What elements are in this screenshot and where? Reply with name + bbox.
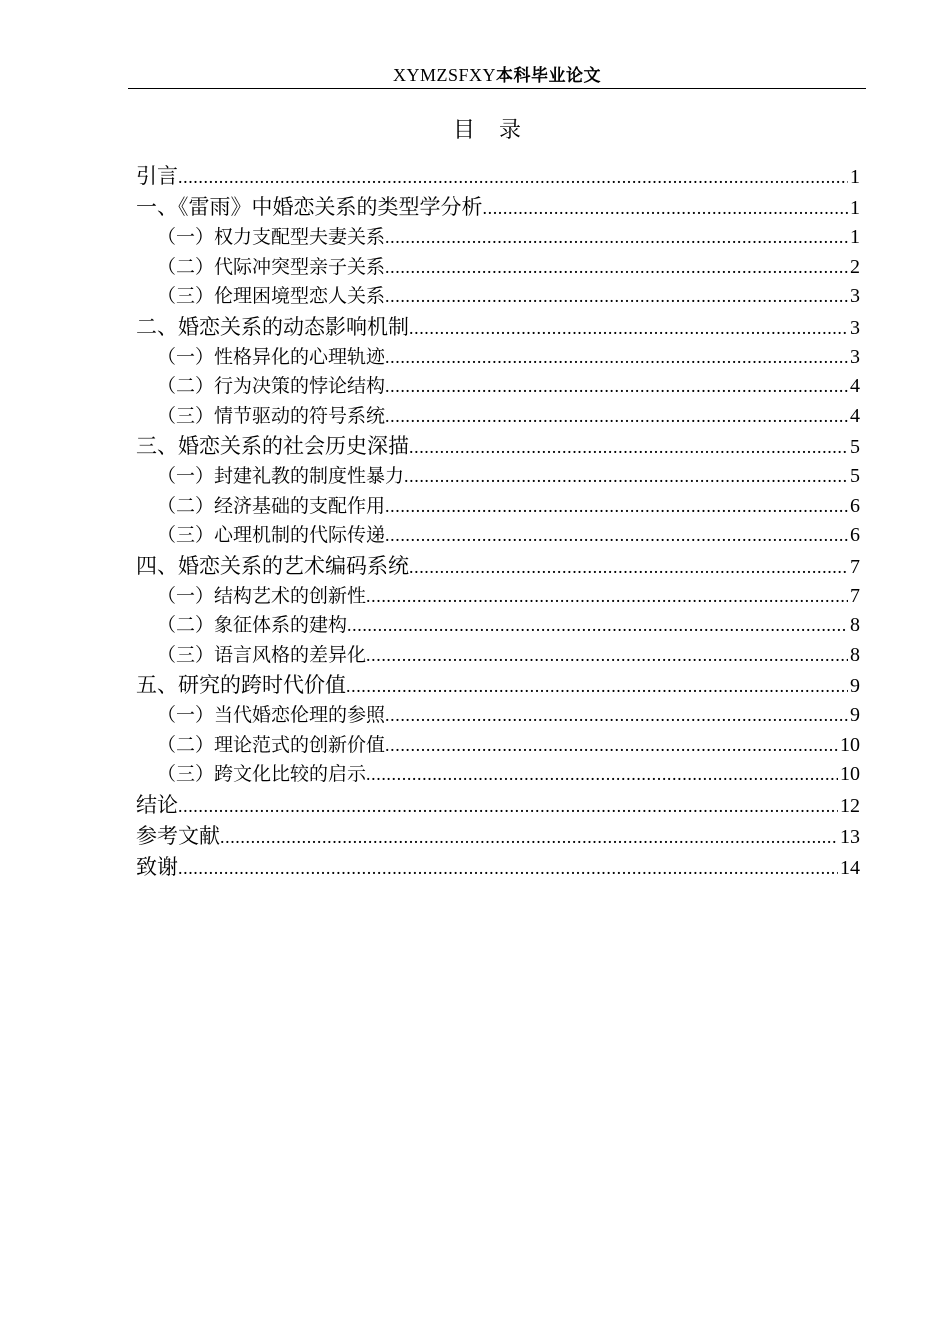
toc-dot-leader bbox=[385, 701, 848, 731]
page-header bbox=[128, 62, 866, 88]
toc-entry-label: （二）行为决策的悖论结构 bbox=[157, 375, 386, 397]
toc-entry-page-number: 13 bbox=[840, 825, 860, 848]
toc-entry-section[interactable] bbox=[136, 492, 860, 522]
toc-entry-page-number: 7 bbox=[850, 555, 860, 578]
toc-entry-page-number: 8 bbox=[850, 643, 860, 666]
toc-dot-leader bbox=[385, 253, 848, 283]
toc-dot-leader bbox=[404, 462, 848, 492]
toc-entry-label: （二）代际冲突型亲子关系 bbox=[157, 255, 386, 278]
toc-entry-page-number: 4 bbox=[850, 404, 860, 427]
toc-dot-leader bbox=[346, 671, 848, 701]
toc-entry-label: 参考文献 bbox=[136, 823, 220, 848]
toc-entry-label: （三）心理机制的代际传递 bbox=[157, 524, 386, 546]
toc-dot-leader bbox=[178, 853, 838, 883]
toc-entry-section[interactable] bbox=[136, 282, 860, 312]
toc-entry-page-number: 1 bbox=[850, 166, 860, 188]
toc-dot-leader bbox=[385, 402, 848, 432]
toc-dot-leader bbox=[385, 492, 848, 522]
toc-entry-label: （三）情节驱动的符号系统 bbox=[157, 404, 386, 427]
toc-dot-leader bbox=[385, 521, 848, 551]
toc-entry-page-number: 7 bbox=[850, 584, 860, 607]
toc-dot-leader bbox=[385, 372, 848, 402]
toc-entry-section[interactable] bbox=[136, 402, 860, 432]
toc-dot-leader bbox=[409, 552, 848, 582]
toc-entry-page-number: 8 bbox=[850, 614, 860, 636]
toc-entry-section[interactable] bbox=[136, 223, 860, 253]
toc-entry-label: （二）理论范式的创新价值 bbox=[157, 733, 386, 756]
header-latin-text: XYMZSFXY bbox=[392, 65, 497, 85]
toc-entry-label: 一、《雷雨》中婚恋关系的类型学分析 bbox=[136, 195, 483, 219]
toc-list bbox=[136, 161, 860, 883]
toc-dot-leader bbox=[220, 822, 838, 852]
toc-dot-leader bbox=[178, 162, 848, 192]
toc-entry-label: 四、婚恋关系的艺术编码系统 bbox=[136, 553, 409, 578]
toc-entry-chapter[interactable] bbox=[136, 431, 860, 462]
toc-entry-label: 结论 bbox=[136, 792, 178, 817]
toc-entry-label: 三、婚恋关系的社会历史深描 bbox=[136, 434, 409, 458]
toc-entry-page-number: 14 bbox=[840, 856, 860, 879]
toc-entry-page-number: 5 bbox=[850, 465, 860, 487]
toc-entry-chapter[interactable] bbox=[136, 192, 860, 223]
toc-entry-section[interactable] bbox=[136, 611, 860, 641]
toc-entry-label: 致谢 bbox=[136, 854, 178, 879]
toc-entry-page-number: 9 bbox=[850, 704, 860, 726]
toc-dot-leader bbox=[483, 193, 849, 223]
toc-entry-page-number: 3 bbox=[850, 345, 860, 368]
toc-entry-chapter[interactable] bbox=[136, 551, 860, 582]
toc-entry-chapter[interactable] bbox=[136, 670, 860, 701]
toc-entry-page-number: 4 bbox=[850, 375, 860, 397]
toc-dot-leader bbox=[366, 582, 848, 612]
toc-dot-leader bbox=[347, 611, 848, 641]
toc-entry-label: （二）象征体系的建构 bbox=[157, 614, 348, 636]
toc-entry-label: （一）当代婚恋伦理的参照 bbox=[157, 704, 386, 726]
toc-entry-chapter[interactable] bbox=[136, 312, 860, 343]
toc-entry-page-number: 6 bbox=[850, 524, 860, 546]
toc-entry-page-number: 6 bbox=[850, 494, 860, 517]
toc-entry-label: （一）性格异化的心理轨迹 bbox=[157, 345, 386, 368]
toc-entry-chapter[interactable] bbox=[136, 852, 860, 883]
toc-entry-page-number: 2 bbox=[850, 255, 860, 278]
toc-entry-page-number: 3 bbox=[850, 285, 860, 307]
toc-dot-leader bbox=[178, 791, 838, 821]
toc-dot-leader bbox=[409, 313, 848, 343]
toc-dot-leader bbox=[385, 223, 848, 253]
toc-dot-leader bbox=[366, 760, 838, 790]
toc-entry-section[interactable] bbox=[136, 582, 860, 612]
toc-entry-label: 五、研究的跨时代价值 bbox=[136, 673, 346, 697]
toc-entry-label: （一）结构艺术的创新性 bbox=[157, 584, 367, 607]
toc-entry-section[interactable] bbox=[136, 701, 860, 731]
header-rule bbox=[128, 88, 866, 89]
toc-dot-leader bbox=[409, 432, 848, 462]
toc-entry-page-number: 3 bbox=[850, 316, 860, 339]
toc-entry-page-number: 10 bbox=[840, 763, 860, 785]
toc-dot-leader bbox=[385, 343, 848, 373]
toc-entry-label: 引言 bbox=[136, 164, 178, 188]
toc-entry-label: （三）语言风格的差异化 bbox=[157, 643, 367, 666]
toc-entry-page-number: 12 bbox=[840, 794, 860, 817]
toc-entry-chapter[interactable] bbox=[136, 790, 860, 821]
toc-entry-section[interactable] bbox=[136, 760, 860, 790]
toc-dot-leader bbox=[385, 731, 838, 761]
toc-entry-page-number: 10 bbox=[840, 733, 860, 756]
toc-entry-label: （三）伦理困境型恋人关系 bbox=[157, 285, 386, 307]
toc-entry-label: （一）封建礼教的制度性暴力 bbox=[157, 465, 405, 487]
toc-entry-label: （三）跨文化比较的启示 bbox=[157, 763, 367, 785]
toc-entry-page-number: 9 bbox=[850, 675, 860, 697]
toc-entry-page-number: 5 bbox=[850, 436, 860, 458]
toc-entry-section[interactable] bbox=[136, 343, 860, 373]
toc-entry-label: （二）经济基础的支配作用 bbox=[157, 494, 386, 517]
toc-entry-section[interactable] bbox=[136, 641, 860, 671]
toc-dot-leader bbox=[385, 282, 848, 312]
toc-entry-chapter[interactable] bbox=[136, 161, 860, 192]
toc-entry-section[interactable] bbox=[136, 731, 860, 761]
toc-entry-page-number: 1 bbox=[850, 197, 860, 219]
toc-entry-label: （一）权力支配型夫妻关系 bbox=[157, 226, 386, 248]
toc-entry-section[interactable] bbox=[136, 253, 860, 283]
toc-dot-leader bbox=[366, 641, 848, 671]
toc-entry-label: 二、婚恋关系的动态影响机制 bbox=[136, 314, 409, 339]
toc-entry-section[interactable] bbox=[136, 521, 860, 551]
toc-entry-chapter[interactable] bbox=[136, 821, 860, 852]
toc-entry-page-number: 1 bbox=[850, 226, 860, 248]
header-cjk-text: 本科毕业论文 bbox=[496, 66, 602, 86]
toc-title: 目录 bbox=[452, 118, 545, 143]
toc-entry-section[interactable] bbox=[136, 462, 860, 492]
toc-entry-section[interactable] bbox=[136, 372, 860, 402]
